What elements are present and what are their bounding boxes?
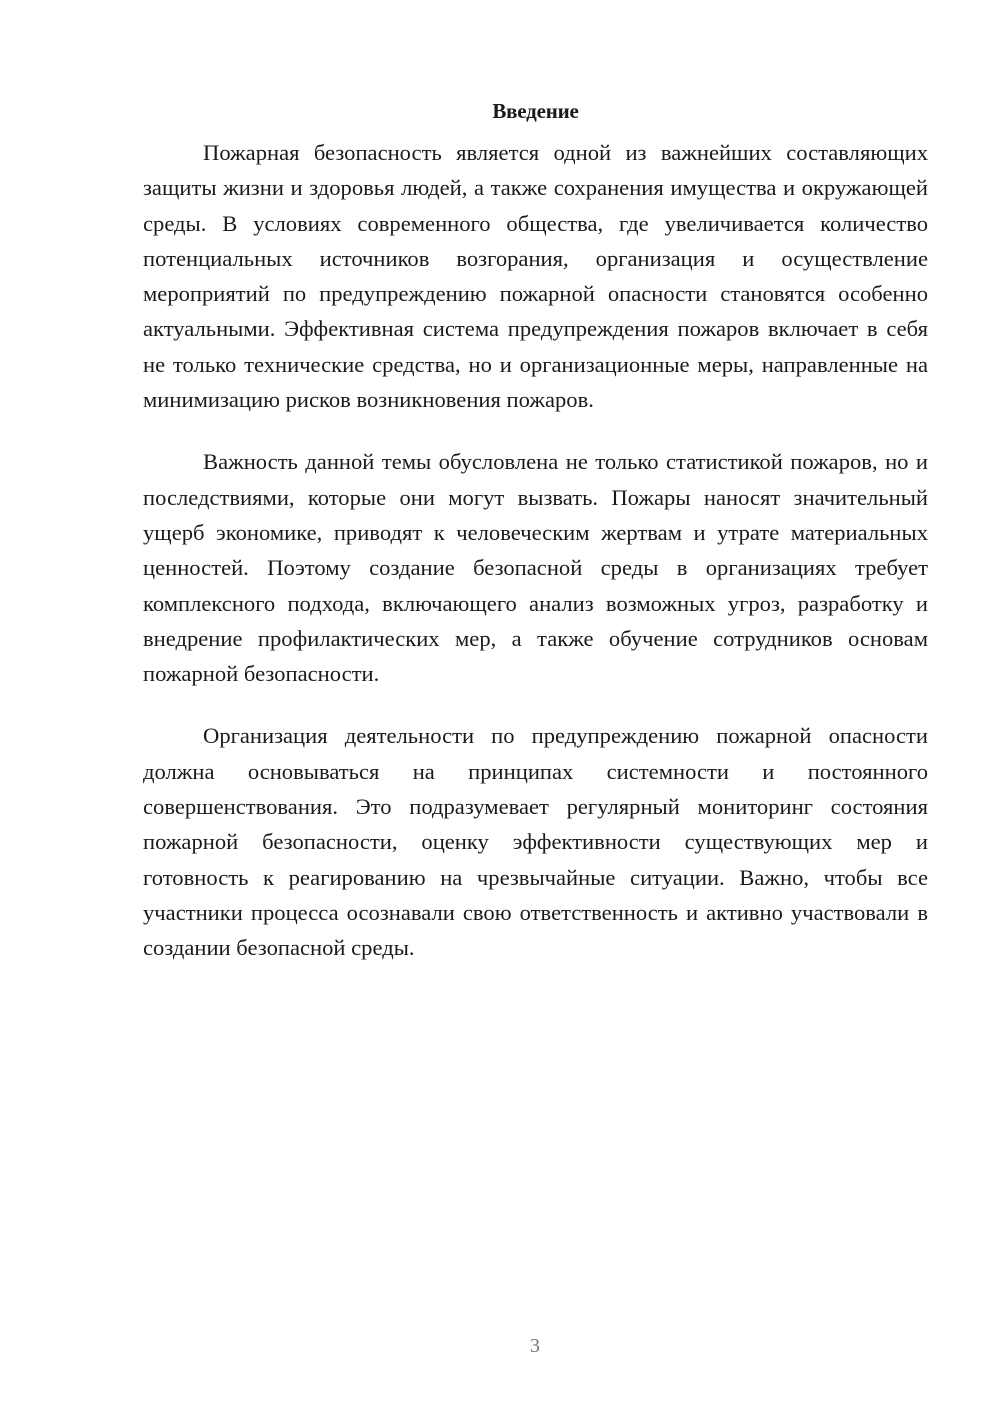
paragraph-3: Организация деятельности по предупреждению пожарной опасности должна основываться на принципах системности и постоянного совершенствования. Это подразумевает регулярный мониторинг состояния пожарной безопасности, оценку эффективности существующих мер и готовность к реагированию на чрезвычайные ситуации. Важно, чтобы все участники процесса осознавали свою ответственность и активно участвовали в создании безопасной среды. bbox=[143, 723, 928, 961]
paragraph-2: Важность данной темы обусловлена не только статистикой пожаров, но и последствиями, которые они могут вызвать. Пожары наносят значительный ущерб экономике, приводят к человеческим жертвам и утрате материальных ценностей. Поэтому создание безопасной среды в организациях требует комплексного подхода, включающего анализ возможных угроз, разработку и внедрение профилактических мер, а также обучение сотрудников основам пожарной безопасности. bbox=[143, 449, 928, 687]
paragraph-1: Пожарная безопасность является одной из важнейших составляющих защиты жизни и здоровья людей, а также сохранения имущества и окружающей среды. В условиях современного общества, где увеличивается количество потенциальных источников возгорания, организация и осуществление мероприятий по предупреждению пожарной опасности становятся особенно актуальными. Эффективная система предупреждения пожаров включает в себя не только технические средства, но и организационные меры, направленные на минимизацию рисков возникновения пожаров. bbox=[143, 140, 928, 413]
page-content bbox=[143, 96, 928, 993]
section-title: Введение bbox=[492, 99, 579, 123]
page-number: 3 bbox=[530, 1335, 540, 1357]
